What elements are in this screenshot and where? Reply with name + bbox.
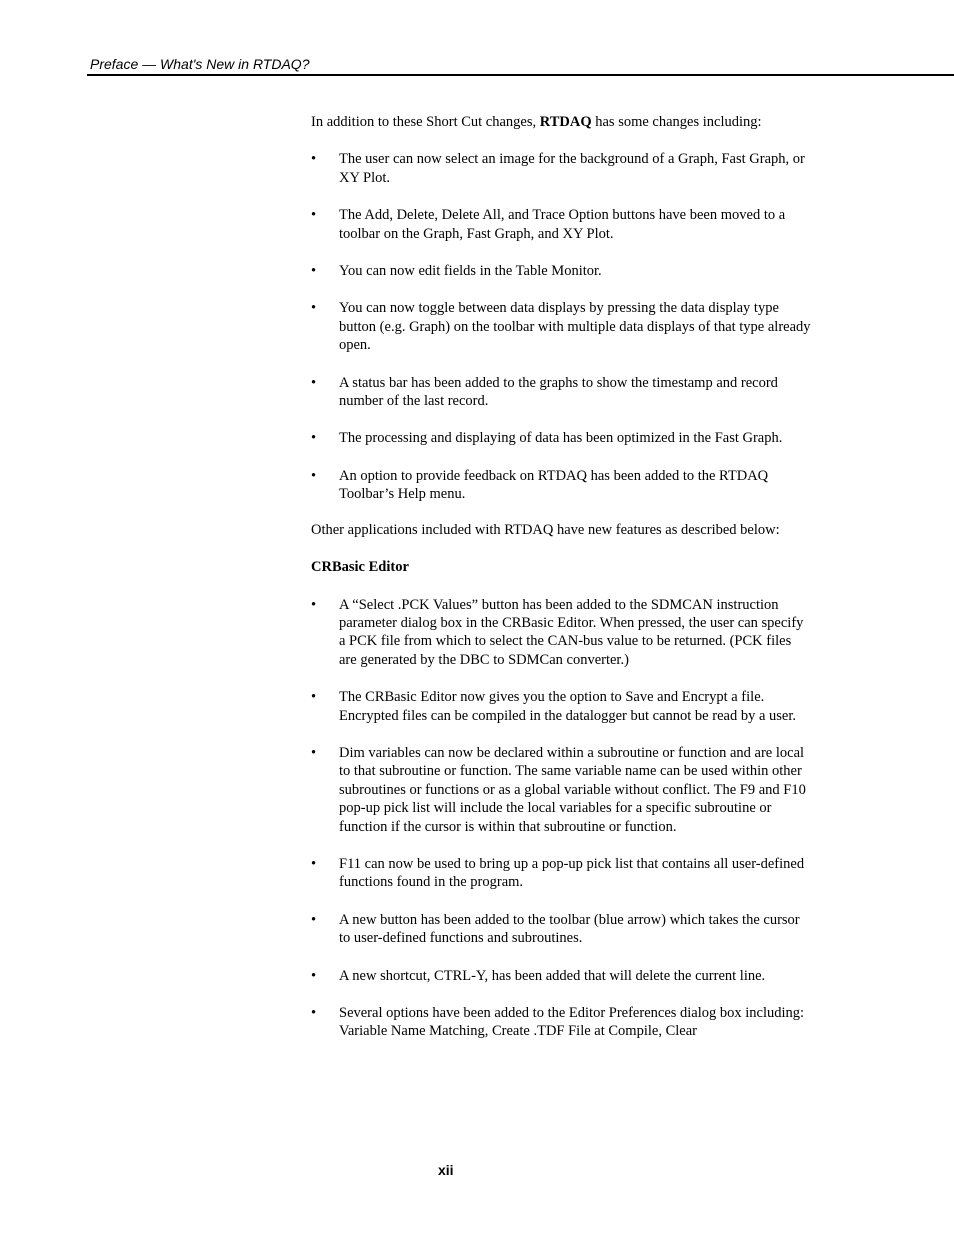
list-item bbox=[311, 967, 811, 985]
list-item-text: The Add, Delete, Delete All, and Trace Option buttons have been moved to a toolbar on the Graph, Fast Graph, and XY Plot. bbox=[339, 207, 786, 242]
intro-paragraph bbox=[311, 113, 811, 131]
list-item bbox=[311, 299, 811, 354]
list-item bbox=[311, 150, 811, 187]
bullet-icon: • bbox=[311, 1005, 317, 1021]
list-item-text: The processing and displaying of data has been optimized in the Fast Graph. bbox=[339, 430, 783, 447]
list-item bbox=[311, 744, 811, 836]
list-item-text: The CRBasic Editor now gives you the option to Save and Encrypt a file. Encrypted files can be compiled in the datalogger but cannot be read by a user. bbox=[339, 689, 796, 724]
bullet-icon: • bbox=[311, 689, 317, 706]
list-item bbox=[311, 206, 811, 243]
bullet-icon: • bbox=[311, 263, 317, 280]
bullet-icon: • bbox=[311, 467, 317, 484]
bullet-icon: • bbox=[311, 300, 317, 317]
list-item-text: Dim variables can now be declared within a subroutine or function and are local to that subroutine or function. The same variable name can be used within other subroutines or functions or as a global variable without conflict. The F9 and F10 pop-up pick list will include the local variables for a specific subroutine or function if the cursor is within that subroutine or function. bbox=[339, 744, 806, 835]
list-item-text: An option to provide feedback on RTDAQ has been added to the RTDAQ Toolbar’s Help menu. bbox=[339, 467, 769, 503]
intro-text-after: has some changes including: bbox=[591, 114, 762, 130]
crbasic-changes-list bbox=[311, 596, 811, 1041]
bullet-icon: • bbox=[311, 151, 317, 168]
list-item bbox=[311, 1004, 811, 1041]
bullet-icon: • bbox=[311, 911, 317, 928]
list-item-text: You can now toggle between data displays by pressing the data display type button (e.g. Graph) on the toolbar with multiple data displays of that type already open. bbox=[339, 300, 811, 354]
list-item-text: Several options have been added to the Editor Preferences dialog box including: Variable Name Matching, Create .TDF File at Compile, Clear bbox=[339, 1005, 805, 1040]
list-item bbox=[311, 688, 811, 725]
list-item-text: A status bar has been added to the graphs to show the timestamp and record number of the last record. bbox=[339, 374, 778, 410]
bullet-icon: • bbox=[311, 855, 317, 872]
list-item bbox=[311, 855, 811, 892]
page-content bbox=[311, 113, 811, 1041]
list-item-text: A new shortcut, CTRL-Y, has been added that will delete the current line. bbox=[339, 967, 766, 984]
list-item-text: A “Select .PCK Values” button has been added to the SDMCAN instruction parameter dialog box in the CRBasic Editor. When pressed, the user can specify a PCK file from which to select the CAN-bus value to be returned. (PCK files are generated by the DBC to SDMCan converter.) bbox=[339, 596, 804, 668]
section-heading-crbasic-editor: CRBasic Editor bbox=[311, 559, 409, 576]
rtdaq-changes-list bbox=[311, 150, 811, 503]
list-item bbox=[311, 596, 811, 670]
bullet-icon: • bbox=[311, 430, 317, 447]
bullet-icon: • bbox=[311, 596, 317, 613]
bullet-icon: • bbox=[311, 744, 317, 761]
list-item-text: You can now edit fields in the Table Monitor. bbox=[339, 263, 602, 280]
other-applications-paragraph: Other applications included with RTDAQ have new features as described below: bbox=[311, 521, 780, 538]
intro-text-before: In addition to these Short Cut changes, bbox=[311, 114, 540, 130]
list-item bbox=[311, 467, 811, 504]
bullet-icon: • bbox=[311, 374, 317, 391]
list-item-text: The user can now select an image for the background of a Graph, Fast Graph, or XY Plot. bbox=[339, 151, 805, 186]
list-item bbox=[311, 262, 811, 280]
list-item bbox=[311, 374, 811, 411]
header-rule bbox=[87, 74, 954, 76]
list-item bbox=[311, 911, 811, 948]
running-header: Preface — What's New in RTDAQ? bbox=[90, 56, 310, 72]
list-item bbox=[311, 429, 811, 447]
intro-text-bold: RTDAQ bbox=[539, 114, 592, 130]
list-item-text: F11 can now be used to bring up a pop-up pick list that contains all user-defined functions found in the program. bbox=[339, 855, 805, 891]
bullet-icon: • bbox=[311, 967, 317, 984]
list-item-text: A new button has been added to the toolbar (blue arrow) which takes the cursor to user-defined functions and subroutines. bbox=[339, 911, 800, 947]
bullet-icon: • bbox=[311, 207, 317, 224]
page-number: xii bbox=[438, 1162, 454, 1178]
